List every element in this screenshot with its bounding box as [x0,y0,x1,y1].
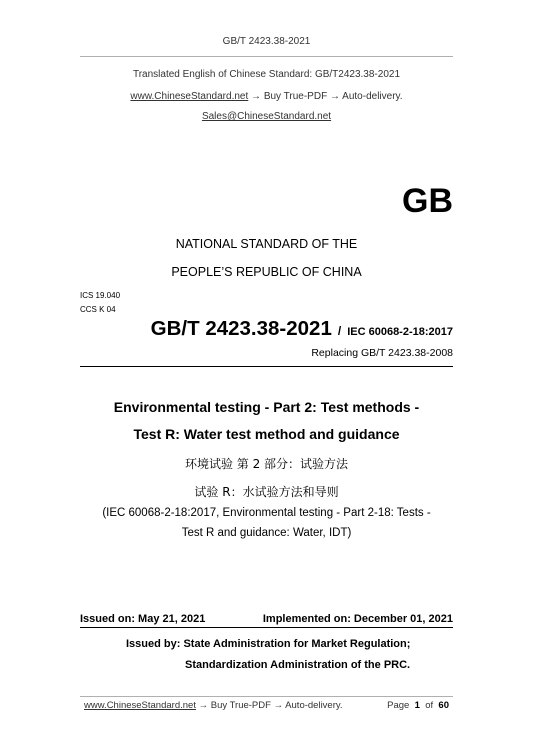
header-rule [80,56,453,57]
standard-code-line [80,317,453,341]
iec-equivalent: IEC 60068-2-18:2017 [347,326,453,338]
site-link[interactable]: www.ChineseStandard.net [130,91,249,102]
email-line [0,111,533,122]
national-standard-line2: PEOPLE’S REPUBLIC OF CHINA [171,265,362,279]
title-cn-line1: 环境试验 第 2 部分：试验方法 [184,457,349,471]
purchase-suffix: → Buy True-PDF → Auto-delivery. [248,91,403,102]
issuer-line2: Standardization Administration of the PRC. [185,659,411,671]
implemented-on-date: Implemented on: December 01, 2021 [262,613,453,625]
page-current: 1 [414,700,420,711]
title-divider [80,366,453,367]
footer-rule [80,696,453,697]
title-en-line1: Environmental testing - Part 2: Test methods - [113,399,420,415]
email-link[interactable]: Sales@ChineseStandard.net [201,111,332,122]
iec-description-line2: Test R and guidance: Water, IDT) [181,527,352,539]
page-indicator [80,700,449,711]
code-separator: / [337,324,342,338]
issuer-line1: Issued by: State Administration for Market Regulation; [126,638,411,650]
title-cn-line2: 试验 R：水试验方法和导则 [194,485,339,499]
replacing-standard: Replacing GB/T 2423.38-2008 [311,347,453,359]
ccs-code: CCS K 04 [80,305,116,314]
page-of: of [425,700,434,711]
national-standard-line1: NATIONAL STANDARD OF THE [175,237,358,251]
ics-code: ICS 19.040 [80,291,121,300]
standard-number: GB/T 2423.38-2021 [150,317,332,340]
title-en-line2: Test R: Water test method and guidance [133,426,400,442]
dates-divider [80,627,453,628]
purchase-line [0,91,533,102]
footer-site-link[interactable]: www.ChineseStandard.net [84,700,196,711]
running-header: GB/T 2423.38-2021 [222,36,311,47]
page-label: Page [387,700,410,711]
issued-on-date: Issued on: May 21, 2021 [80,613,206,625]
page-total: 60 [438,700,449,711]
gb-logo: GB [402,182,453,220]
iec-description-line1: (IEC 60068-2-18:2017, Environmental testing - Part 2-18: Tests - [102,507,431,519]
footer-purchase-suffix: → Buy True-PDF → Auto-delivery. [195,700,343,711]
translation-notice: Translated English of Chinese Standard: GB/T2423.38-2021 [132,69,401,80]
